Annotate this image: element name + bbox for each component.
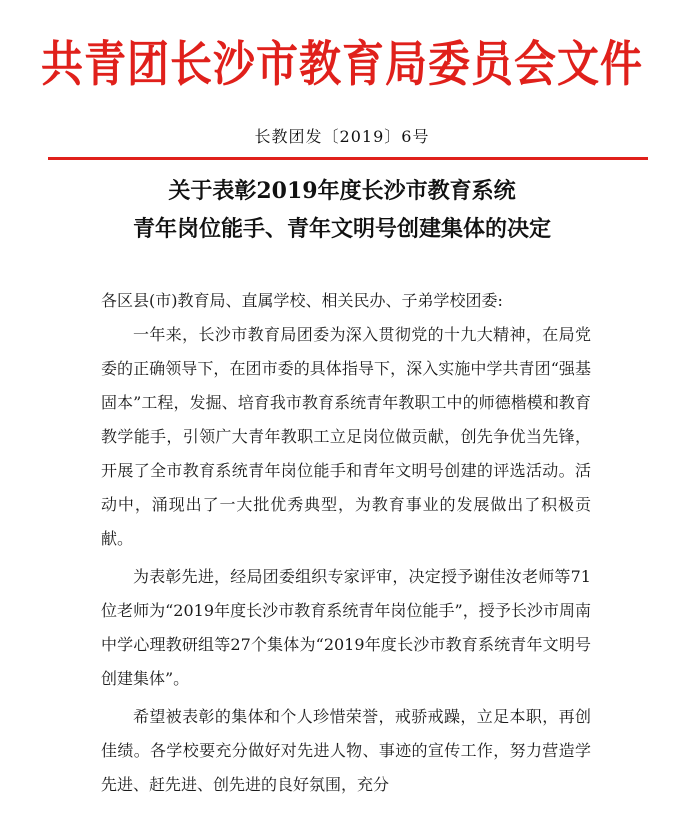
masthead-title: 共青团长沙市教育局委员会文件 bbox=[40, 35, 643, 93]
salutation: 各区县(市)教育局、直属学校、相关民办、子弟学校团委: bbox=[101, 291, 503, 310]
document-title-line-2: 青年岗位能手、青年文明号创建集体的决定 bbox=[132, 216, 551, 242]
red-divider-rule bbox=[48, 157, 648, 160]
document-body bbox=[101, 284, 591, 802]
body-paragraph-1: 一年来，长沙市教育局团委为深入贯彻党的十九大精神，在局党委的正确领导下，在团市委的具体指导下，深入实施中学共青团“强基固本”工程，发掘、培育我市教育系统青年教职工中的师德楷模和教育教学能手，引领广大青年教职工立足岗位做贡献，创先争优当先锋，开展了全市教育系统青年岗位能手和青年文明号创建的评选活动。活动中，涌现出了一大批优秀典型，为教育事业的发展做出了积极贡献。 bbox=[101, 325, 591, 548]
document-title-line-1: 关于表彰2019年度长沙市教育系统 bbox=[168, 178, 516, 204]
body-paragraph-2: 为表彰先进，经局团委组织专家评审，决定授予谢佳汝老师等71位老师为“2019年度长沙市教育系统青年岗位能手”，授予长沙市周南中学心理教研组等27个集体为“2019年度长沙市教育系统青年文明号创建集体”。 bbox=[101, 567, 591, 688]
body-paragraph-3: 希望被表彰的集体和个人珍惜荣誉，戒骄戒躁，立足本职，再创佳绩。各学校要充分做好对先进人物、事迹的宣传工作，努力营造学先进、赶先进、创先进的良好氛围，充分 bbox=[101, 707, 591, 794]
document-number: 长教团发〔2019〕6号 bbox=[254, 127, 430, 146]
